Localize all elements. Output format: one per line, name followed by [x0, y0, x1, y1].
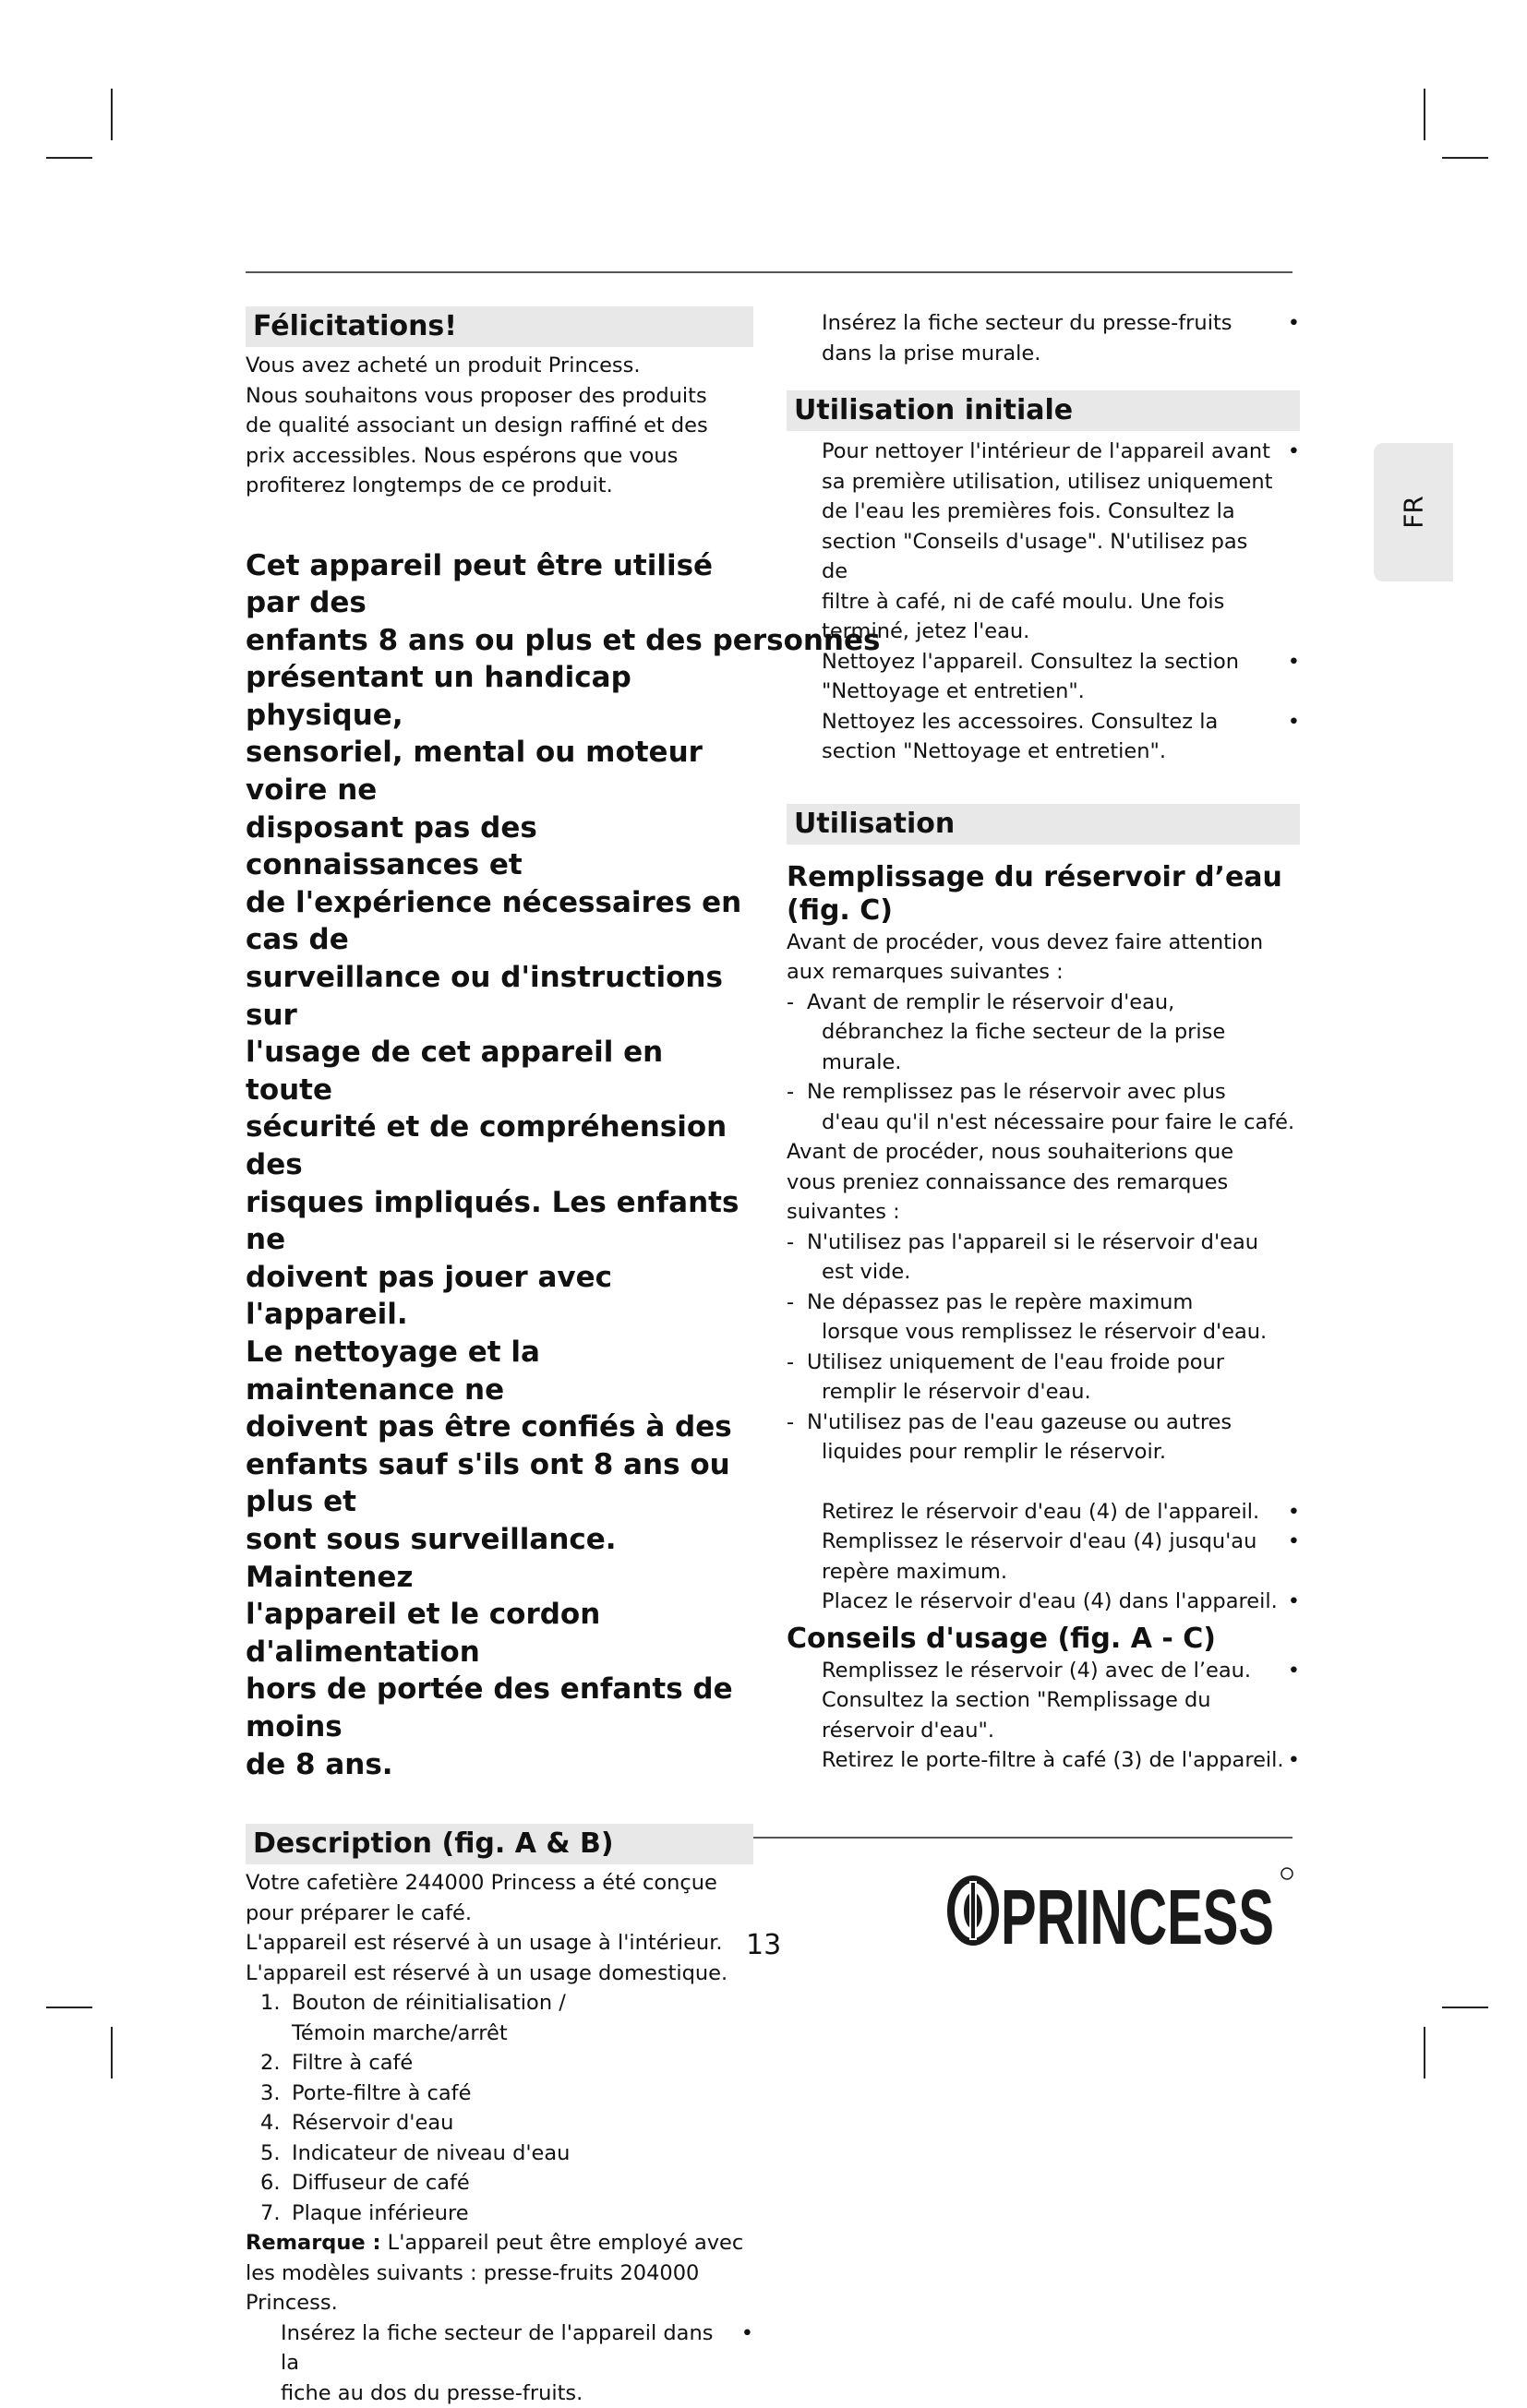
list-item: 7. Plaque inférieure: [260, 2200, 469, 2225]
warning-line: Le nettoyage et la maintenance ne: [246, 1335, 540, 1407]
list-item: - N'utilisez pas l'appareil si le réservoir d'eau est vide.: [787, 1229, 1259, 1284]
logo-wordmark: PRINCESS: [1001, 1874, 1274, 1960]
crop-mark: [111, 89, 113, 140]
warning-line: doivent pas être confiés à des: [246, 1410, 732, 1444]
warning-line: surveillance ou d'instructions sur: [246, 961, 723, 1032]
text-line: profiterez longtemps de ce produit.: [246, 473, 613, 497]
text-line: section "Conseils d'usage". N'utilisez pas de: [822, 529, 1248, 583]
right-column: [787, 306, 1300, 1776]
initial-use-text: [787, 437, 1300, 767]
text-line: de l'eau les premières fois. Consultez la: [822, 499, 1235, 523]
parts-list: [246, 1988, 753, 2228]
list-item: - Avant de remplir le réservoir d'eau, débranchez la fiche secteur de la prise murale.: [787, 989, 1226, 1074]
warning-line: de 8 ans.: [246, 1747, 393, 1781]
list-item: - Utilisez uniquement de l'eau froide pour remplir le réservoir d'eau.: [787, 1349, 1225, 1404]
warning-line: hors de portée des enfants de moins: [246, 1672, 733, 1743]
bullet-icon: •: [1287, 439, 1300, 463]
bullet-icon: •: [1287, 1589, 1300, 1613]
logo-emblem: [951, 1879, 995, 1942]
warning-line: enfants 8 ans ou plus et des personnes: [246, 623, 881, 657]
warning-line: disposant pas des connaissances et: [246, 810, 537, 882]
text-line: L'appareil est réservé à un usage domestique.: [246, 1960, 728, 1985]
fill-subheading: Remplissage du réservoir d’eau (fig. C): [787, 860, 1282, 927]
text-line: Avant de procéder, vous devez faire attention: [787, 929, 1264, 954]
list-item: 1. Bouton de réinitialisation / Témoin marche/arrêt: [260, 1991, 566, 2045]
text-line: Pour nettoyer l'intérieur de l'appareil avant: [822, 439, 1270, 463]
text-line: prix accessibles. Nous espérons que vous: [246, 443, 679, 468]
warning-line: l'usage de cet appareil en toute: [246, 1036, 664, 1107]
bullet-paragraph: [787, 1497, 1300, 1527]
bullet-paragraph: [787, 1656, 1300, 1746]
insert-text: [787, 308, 1300, 368]
crop-mark: [46, 157, 92, 159]
text-line: les modèles suivants : presse-fruits 204000: [246, 2260, 700, 2285]
crop-mark: [46, 2007, 92, 2008]
princess-logo: [945, 1863, 1294, 1959]
notes-list: [787, 1228, 1300, 1468]
text-line: Retirez le réservoir d'eau (4) de l'appareil.: [822, 1499, 1260, 1524]
congrats-text: [246, 351, 753, 501]
bullet-icon: •: [1287, 1658, 1300, 1683]
text-line: L'appareil est réservé à un usage à l'intérieur.: [246, 1931, 723, 1956]
bullet-paragraph: [787, 1745, 1300, 1776]
registered-mark-icon: [1281, 1868, 1293, 1879]
warning-line: enfants sauf s'ils ont 8 ans ou plus et: [246, 1447, 730, 1519]
text-line: suivantes :: [787, 1200, 900, 1224]
text-line: repère maximum.: [822, 1559, 1007, 1584]
crop-mark: [1442, 2007, 1488, 2008]
remark-label: Remarque :: [246, 2231, 381, 2256]
list-item: 3. Porte-filtre à café: [260, 2080, 472, 2105]
text-line: filtre à café, ni de café moulu. Une fois: [822, 589, 1225, 614]
remark-text: L'appareil peut être employé avec: [380, 2231, 744, 2256]
text-line: Votre cafetière 244000 Princess a été conçue: [246, 1871, 717, 1896]
text-line: vous preniez connaissance des remarques: [787, 1169, 1229, 1194]
congrats-heading: Félicitations!: [246, 306, 753, 347]
fill-text: [787, 928, 1300, 1617]
bullet-paragraph: [787, 647, 1300, 707]
bullet-paragraph: [787, 1527, 1300, 1587]
text-line: section "Nettoyage et entretien".: [822, 739, 1167, 763]
text-line: Insérez la fiche secteur du presse-fruits: [822, 311, 1232, 335]
tips-text: [787, 1656, 1300, 1776]
text-line: aux remarques suivantes :: [787, 960, 1064, 984]
crop-mark: [1424, 89, 1425, 140]
text-line: dans la prise murale.: [822, 341, 1041, 365]
warning-line: l'appareil et le cordon d'alimentation: [246, 1598, 601, 1669]
text-line: Nous souhaitons vous proposer des produits: [246, 383, 707, 408]
bullet-paragraph: [787, 437, 1300, 647]
text-line: pour préparer le café.: [246, 1900, 472, 1925]
bullet-icon: •: [1287, 649, 1300, 674]
warning-line: risques impliqués. Les enfants ne: [246, 1185, 739, 1257]
text-line: Placez le réservoir d'eau (4) dans l'appareil.: [822, 1589, 1278, 1613]
bullet-paragraph: [246, 2318, 753, 2408]
crop-mark: [1424, 2027, 1425, 2079]
text-line: Consultez la section "Remplissage du: [822, 1688, 1211, 1712]
list-item: 6. Diffuseur de café: [260, 2171, 470, 2196]
remark: [246, 2228, 753, 2258]
list-item: - Ne remplissez pas le réservoir avec plus d'eau qu'il n'est nécessaire pour faire le café.: [787, 1080, 1295, 1134]
text-line: sa première utilisation, utilisez uniquement: [822, 469, 1273, 494]
bullet-icon: •: [1287, 1529, 1300, 1553]
warning-line: sensoriel, mental ou moteur voire ne: [246, 736, 703, 808]
text-line: réservoir d'eau".: [822, 1718, 995, 1743]
text-line: Vous avez acheté un produit Princess.: [246, 353, 641, 377]
list-item: 4. Réservoir d'eau: [260, 2111, 454, 2136]
list-item: - Ne dépassez pas le repère maximum lorsque vous remplissez le réservoir d'eau.: [787, 1289, 1268, 1344]
crop-mark: [111, 2027, 113, 2079]
text-line: Avant de procéder, nous souhaiterions que: [787, 1140, 1234, 1164]
text-line: "Nettoyage et entretien".: [822, 679, 1085, 703]
warning-line: doivent pas jouer avec l'appareil.: [246, 1260, 613, 1332]
bullet-paragraph: [787, 707, 1300, 767]
tips-subheading: Conseils d'usage (fig. A - C): [787, 1622, 1216, 1655]
bullet-paragraph: [787, 308, 1300, 368]
text-line: Insérez la fiche secteur de l'appareil dans la: [281, 2320, 714, 2376]
text-line: terminé, jetez l'eau.: [822, 619, 1030, 643]
text-line: de qualité associant un design raffiné et des: [246, 413, 708, 437]
text-line: Nettoyez l'appareil. Consultez la section: [822, 649, 1240, 674]
text-line: fiche au dos du presse-fruits.: [281, 2380, 583, 2405]
text-line: Remplissez le réservoir d'eau (4) jusqu'au: [822, 1529, 1257, 1553]
top-rule: [246, 271, 1293, 273]
crop-mark: [1442, 157, 1488, 159]
bullet-icon: •: [1287, 1499, 1300, 1524]
warning-line: Cet appareil peut être utilisé par des: [246, 548, 714, 620]
warning-line: sont sous surveillance. Maintenez: [246, 1522, 617, 1594]
description-text: [246, 1868, 753, 2408]
bullet-icon: •: [1287, 1748, 1300, 1772]
warning-line: présentant un handicap physique,: [246, 661, 631, 732]
page-number: 13: [746, 1929, 782, 1961]
language-label: FR: [1398, 496, 1429, 529]
list-item: 5. Indicateur de niveau d'eau: [260, 2140, 571, 2165]
text-line: Nettoyez les accessoires. Consultez la: [822, 709, 1219, 734]
notes-list: [787, 988, 1300, 1138]
language-tab: [1374, 443, 1453, 581]
list-item: - N'utilisez pas de l'eau gazeuse ou autres liquides pour remplir le réservoir.: [787, 1409, 1232, 1464]
text-line: Princess.: [246, 2291, 338, 2316]
bullet-icon: •: [1287, 709, 1300, 734]
text-line: Remplissez le réservoir (4) avec de l’eau.: [822, 1658, 1252, 1683]
initial-use-heading: Utilisation initiale: [787, 390, 1300, 431]
warning-line: sécurité et de compréhension des: [246, 1110, 727, 1181]
description-heading: Description (fig. A & B): [246, 1824, 753, 1864]
usage-heading: Utilisation: [787, 804, 1300, 845]
bullet-paragraph: [787, 1587, 1300, 1617]
bullet-icon: •: [1287, 311, 1300, 335]
bullet-icon: •: [740, 2320, 753, 2345]
text-line: Retirez le porte-filtre à café (3) de l'appareil.: [822, 1748, 1284, 1772]
list-item: 2. Filtre à café: [260, 2051, 414, 2076]
warning-line: de l'expérience nécessaires en cas de: [246, 885, 742, 957]
